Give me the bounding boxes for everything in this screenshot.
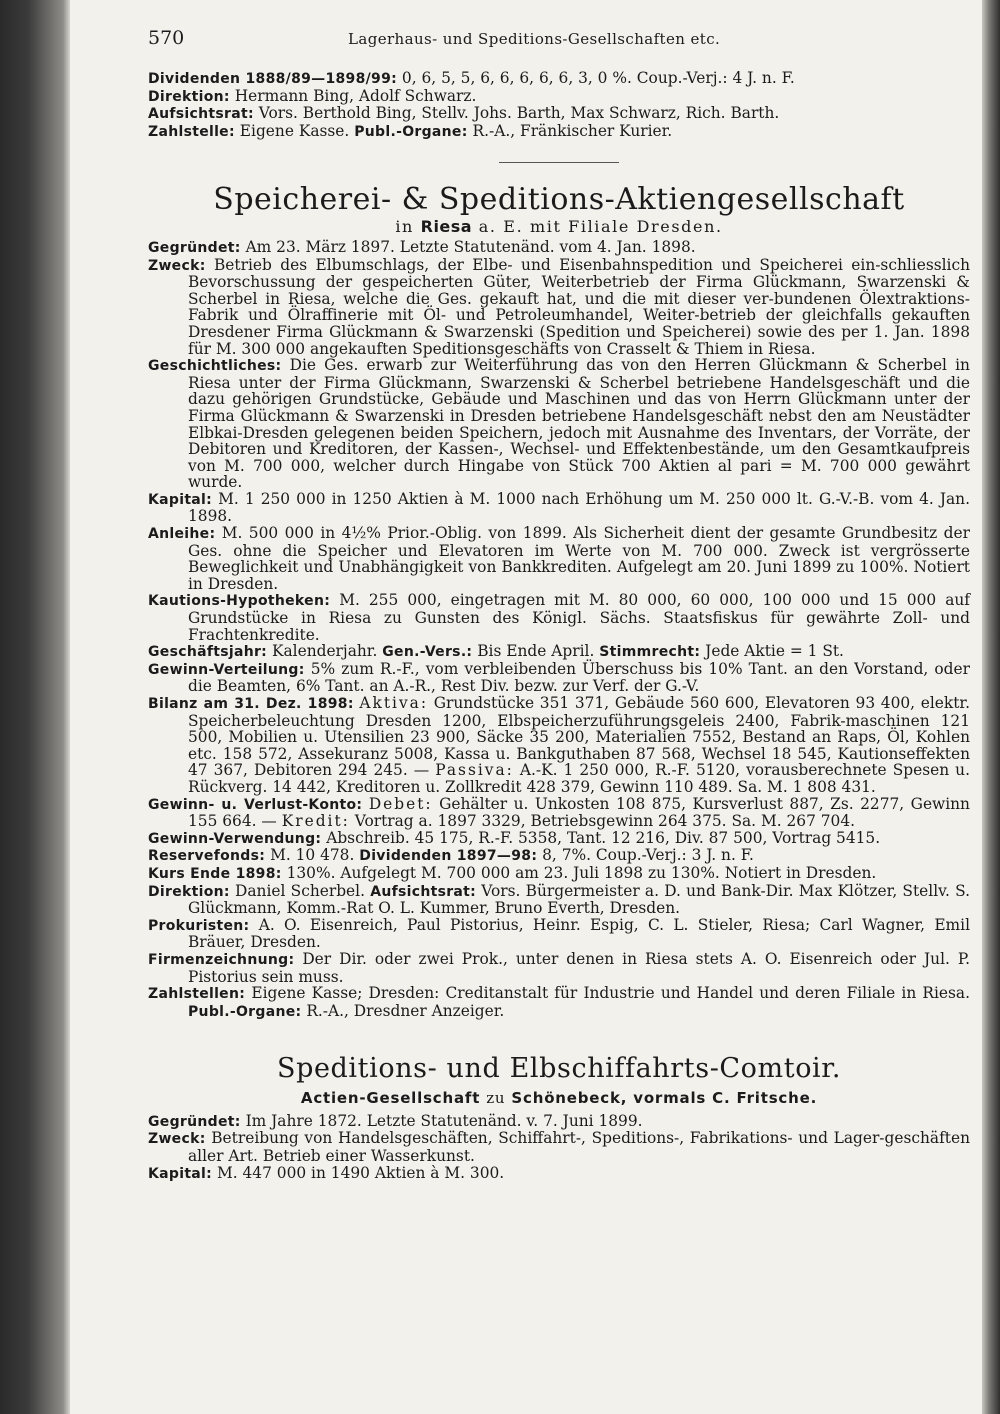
entry-zahlstelle: Zahlstelle: Eigene Kasse. Publ.-Organe: R.-A., Fränkischer Kurier. <box>148 121 673 140</box>
entry-gewinn-verlust-konto: Gewinn- u. Verlust-Konto: Debet: Gehälter u. Unkosten 108 875, Kursverlust 887, Zs. 2277, Gewinn 155 664. — Kredit: Vortrag a. 1897 3329, Betriebsgewinn 264 375. Sa. M. 267 704. <box>148 794 970 831</box>
entry-zweck: Zweck: Betreibung von Handelsgeschäften, Schiffahrt-, Speditions-, Fabrikations- und Lager-geschäften aller Art. Betrieb einer Wasserkunst. <box>148 1129 970 1166</box>
previous-company-tail <box>148 70 970 140</box>
entry-direktion: Direktion: Hermann Bing, Adolf Schwarz. <box>148 86 477 105</box>
running-title: Lagerhaus- und Speditions-Gesellschaften etc. <box>348 30 721 48</box>
entry-aufsichtsrat: Aufsichtsrat: Vors. Berthold Bing, Stellv. Johs. Barth, Max Schwarz, Rich. Barth. <box>148 104 780 123</box>
entry-kautions-hypotheken: Kautions-Hypotheken: M. 255 000, eingetragen mit M. 80 000, 60 000, 100 000 und 15 000 auf Grundstücke in Riesa zu Gunsten des Königl. Sächs. Staatsfiskus für gewährte Zoll- und Frachtenkredite. <box>148 591 970 644</box>
company-subtitle: in Riesa a. E. mit Filiale Dresden. <box>395 217 723 237</box>
entry-zweck: Zweck: Betrieb des Elbumschlags, der Elbe- und Eisenbahnspedition und Speicherei ein-schliesslich Bevorschussung der gespeicherten Güter, Weiterbetrieb der Firma Glückmann, Swarzenski & Scherbel in Riesa, welche die Ges. gekauft hat, und die mit dieser ver-bundenen Ölextraktions-Fabrik und Ölraffinerie mit Öl- und Petroleumhandel, Weiter-betrieb der gleichfalls gekauften Dresdener Firma Glückmann & Swarzenski (Spedition und Speicherei) sowie des per 1. Jan. 1898 für M. 300 000 angekauften Speditionsgeschäfts von Crasselt & Thiem in Riesa. <box>148 255 970 358</box>
entry-kurs: Kurs Ende 1898: 130%. Aufgelegt M. 700 000 am 23. Juli 1898 zu 130%. Notiert in Dresden. <box>148 863 877 882</box>
company-title: Speicherei- & Speditions-Aktiengesellschaft <box>213 182 905 218</box>
entry-gewinn-verteilung: Gewinn-Verteilung: 5% zum R.-F., vom verbleibenden Überschuss bis 10% Tant. an den Vorstand, oder die Beamten, 6% Tant. an A.-R., Rest Div. bezw. zur Verf. der G.-V. <box>148 659 970 696</box>
company-subtitle: Actien-Gesellschaft zu Schönebeck, vormals C. Fritsche. <box>300 1089 818 1108</box>
entry-zahlstellen: Zahlstellen: Eigene Kasse; Dresden: Creditanstalt für Industrie und Handel und deren Filiale in Riesa. Publ.-Organe: R.-A., Dresdner Anzeiger. <box>148 984 970 1020</box>
company-title: Speditions- und Elbschiffahrts-Comtoir. <box>276 1053 842 1085</box>
company-section-1 <box>148 183 970 1020</box>
entry-firmenzeichnung: Firmenzeichnung: Der Dir. oder zwei Prok., unter denen in Riesa stets A. O. Eisenreich oder Jul. P. Pistorius sein muss. <box>148 949 970 986</box>
entry-prokuristen: Prokuristen: A. O. Eisenreich, Paul Pistorius, Heinr. Espig, C. L. Stieler, Riesa; Carl Wagner, Emil Bräuer, Dresden. <box>148 915 970 952</box>
entry-bilanz: Bilanz am 31. Dez. 1898: Aktiva: Grundstücke 351 371, Gebäude 560 600, Elevatoren 93 400, elektr. Speicherbeleuchtung Dresden 1200, Elbspeicherzuführungsgeleis 2400, Fabrik-maschinen 121 500, Mobilien u. Utensilien 23 900, Säcke 35 200, Materialien 7552, Bestand an Raps, Öl, Kohlen etc. 158 572, Assekuranz 5008, Kassa u. Bankguthaben 87 568, Wechsel 18 545, Kautionseffekten 47 367, Debitoren 294 245. — Passiva: A.-K. 1 250 000, R.-F. 5120, vorausberechnete Spesen u. Rückverg. 14 442, Kreditoren u. Zollkredit 428 379, Gewinn 110 489. Sa. M. 1 808 431. <box>148 694 970 796</box>
entry-geschaeftsjahr: Geschäftsjahr: Kalenderjahr. Gen.-Vers.: Bis Ende April. Stimmrecht: Jede Aktie = 1 St. <box>148 642 844 661</box>
document-page <box>148 27 970 1182</box>
company-section-2 <box>148 1054 970 1182</box>
entry-kapital: Kapital: M. 447 000 in 1490 Aktien à M. 300. <box>148 1163 505 1182</box>
entry-gewinn-verwendung: Gewinn-Verwendung: Abschreib. 45 175, R.-F. 5358, Tant. 12 216, Div. 87 500, Vortrag 5415. <box>148 828 881 847</box>
entry-kapital: Kapital: M. 1 250 000 in 1250 Aktien à M. 1000 nach Erhöhung um M. 250 000 lt. G.-V.-B. vom 4. Jan. 1898. <box>148 489 970 526</box>
entry-anleihe: Anleihe: M. 500 000 in 4½% Prior.-Oblig. von 1899. Als Sicherheit dient der gesamte Grundbesitz der Ges. ohne die Speicher und Elevatoren im Werte von M. 700 000. Zweck ist vergrösserte Beweglichkeit und Unabhängigkeit von Bankkrediten. Aufgelegt am 20. Juni 1899 zu 100%. Notiert in Dresden. <box>148 524 970 593</box>
page-header <box>148 27 970 62</box>
section-divider <box>499 162 619 163</box>
entry-reservefonds: Reservefonds: M. 10 478. Dividenden 1897—98: 8, 7%. Coup.-Verj.: 3 J. n. F. <box>148 846 754 865</box>
binding-shadow-right <box>982 0 1000 1414</box>
entry-geschichtliches: Geschichtliches: Die Ges. erwarb zur Weiterführung das von den Herren Glückmann & Scherbel in Riesa unter der Firma Glückmann, Swarzenski & Scherbel betriebene Handelsgeschäft und die dazu gehörigen Grundstücke, Gebäude und Maschinen und das von Herrn Glückmann unter der Firma Glückmann & Swarzenski in Dresden betriebene Handelsgeschäft nebst den am Neustädter Elbkai-Dresden gelegenen beiden Speichern, jedoch mit Ausnahme des Inventars, der Vorräte, der Debitoren und Kreditoren, der Kassen-, Wechsel- und Effektenbestände, um den Gesamtkaufpreis von M. 700 000, welcher durch Hingabe von Stück 700 Aktien al pari = M. 700 000 gewährt wurde. <box>148 356 970 492</box>
entry-dividenden: Dividenden 1888/89—1898/99: 0, 6, 5, 5, 6, 6, 6, 6, 6, 3, 0 %. Coup.-Verj.: 4 J. n. F. <box>148 69 795 87</box>
entry-gegruendet: Gegründet: Im Jahre 1872. Letzte Statutenänd. v. 7. Juni 1899. <box>148 1111 643 1130</box>
binding-shadow-left <box>0 0 70 1414</box>
page-number: 570 <box>148 27 185 49</box>
entry-gegruendet: Gegründet: Am 23. März 1897. Letzte Statutenänd. vom 4. Jan. 1898. <box>148 237 696 256</box>
entry-direktion: Direktion: Daniel Scherbel. Aufsichtsrat: Vors. Bürgermeister a. D. und Bank-Dir. Max Klötzer, Stellv. S. Glückmann, Komm.-Rat O. L. Kummer, Bruno Everth, Dresden. <box>148 881 970 918</box>
